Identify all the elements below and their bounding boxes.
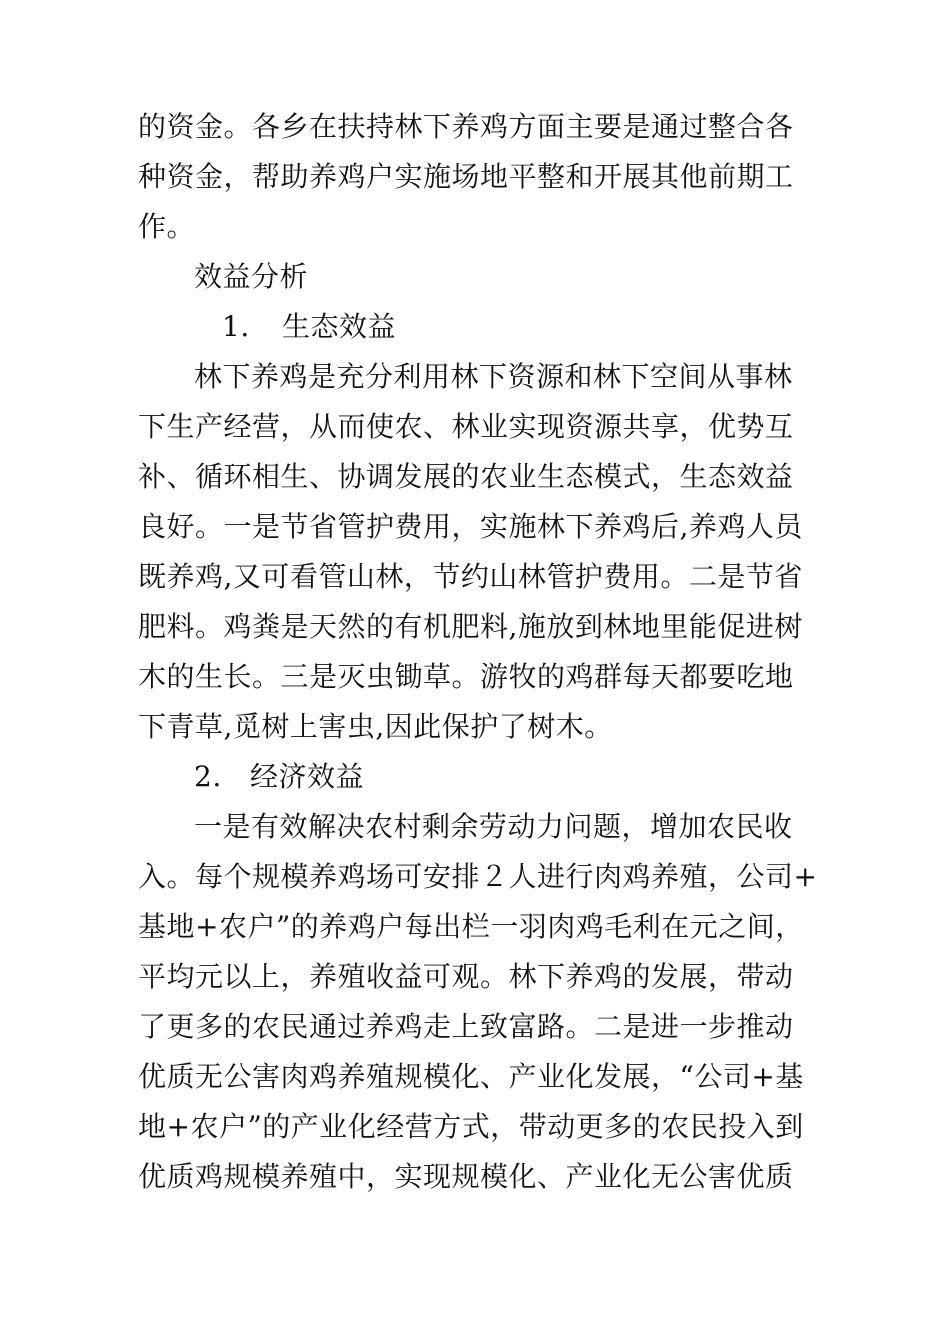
paragraph-line: 补、循环相生、协调发展的农业生态模式，生态效益	[138, 460, 794, 493]
subsection-heading-2	[138, 752, 828, 802]
paragraph-line: 既养鸡,又可看管山林，节约山林管护费用。二是节省	[138, 560, 803, 593]
paragraph-line: 地+农户”的产业化经营方式，带动更多的农民投入到	[138, 1110, 804, 1143]
subsection-title-1: 生态效益	[282, 310, 397, 343]
paragraph-line: 一是有效解决农村剩余劳动力问题，增加农民收	[194, 810, 793, 843]
paragraph-line: 林下养鸡是充分利用林下资源和林下空间从事林	[194, 360, 793, 393]
paragraph-line: 下青草,觅树上害虫,因此保护了树木。	[138, 710, 613, 743]
subsection-number-1: 1.	[222, 310, 250, 343]
paragraph-line: 平均元以上，养殖收益可观。林下养鸡的发展，带动	[138, 960, 794, 993]
document-body	[138, 102, 828, 1202]
section-heading: 效益分析	[194, 260, 309, 293]
paragraph-line: 作。	[138, 210, 196, 243]
paragraph-line: 木的生长。三是灭虫锄草。游牧的鸡群每天都要吃地	[138, 660, 794, 693]
paragraph-line: 了更多的农民通过养鸡走上致富路。二是进一步推动	[138, 1010, 794, 1043]
subsection-heading-1	[138, 302, 828, 352]
paragraph-line: 种资金，帮助养鸡户实施场地平整和开展其他前期工	[138, 160, 794, 193]
paragraph-line: 优质无公害肉鸡养殖规模化、产业化发展，“公司+基	[138, 1060, 804, 1093]
paragraph-line: 的资金。各乡在扶持林下养鸡方面主要是通过整合各	[138, 110, 794, 143]
paragraph-line: 肥料。鸡粪是天然的有机肥料,施放到林地里能促进树	[138, 610, 803, 643]
subsection-number-2: 2.	[194, 760, 222, 793]
paragraph-line: 优质鸡规模养殖中，实现规模化、产业化无公害优质	[138, 1160, 794, 1193]
subsection-title-2: 经济效益	[250, 760, 365, 793]
paragraph-line: 下生产经营，从而使农、林业实现资源共享，优势互	[138, 410, 794, 443]
paragraph-line: 良好。一是节省管护费用，实施林下养鸡后,养鸡人员	[138, 510, 803, 543]
paragraph-line: 基地+农户”的养鸡户每出栏一羽肉鸡毛利在元之间，	[138, 910, 804, 943]
paragraph-line: 入。每个规模养鸡场可安排２人进行肉鸡养殖，公司+	[138, 860, 818, 893]
